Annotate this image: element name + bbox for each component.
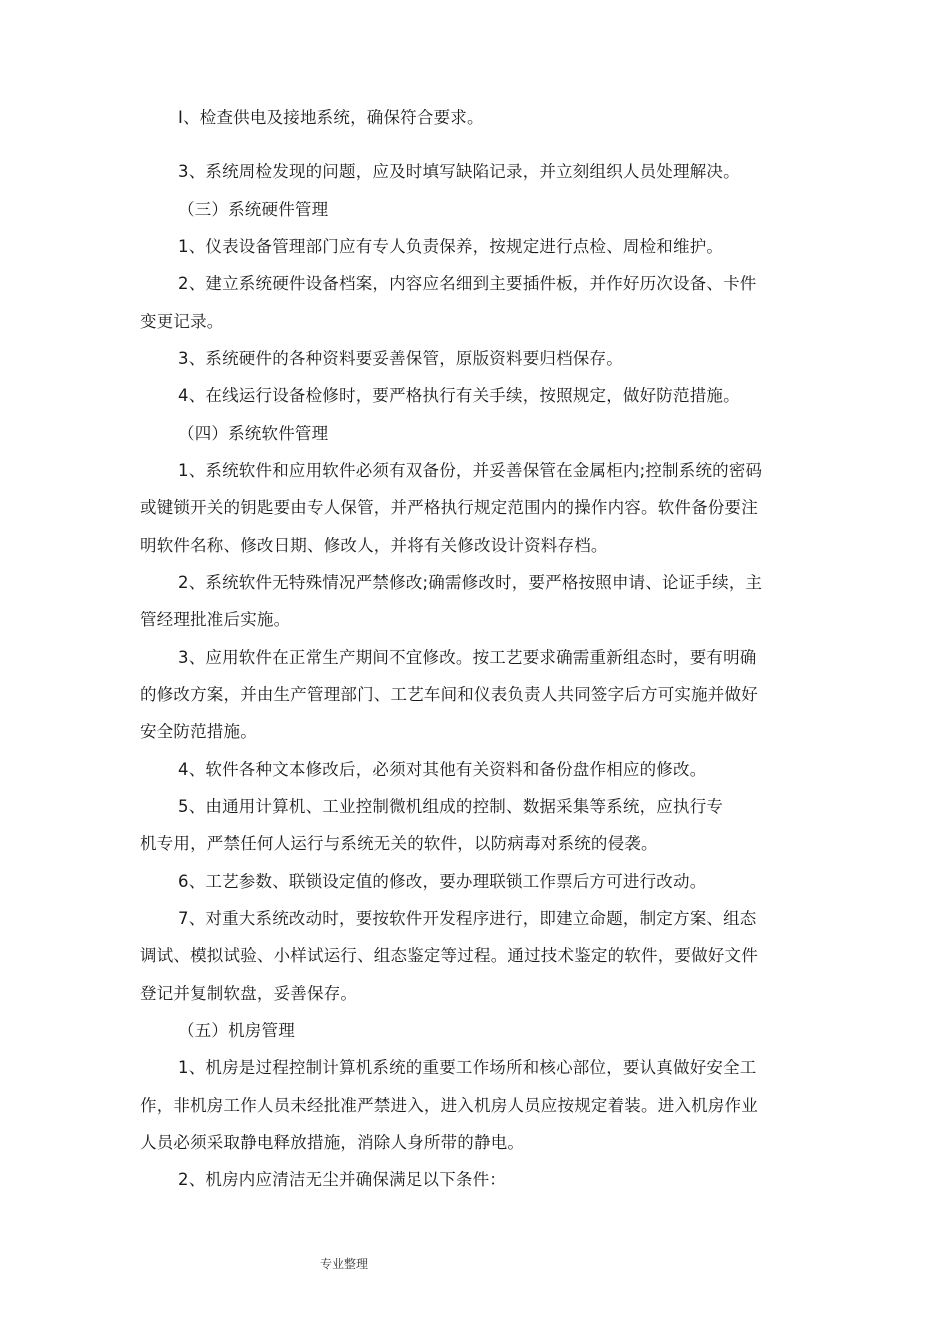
text-line-13: 2、系统软件无特殊情况严禁修改;确需修改时，要严格按照申请、论证手续，主 bbox=[178, 573, 763, 592]
text-line-22: 7、对重大系统改动时，要按软件开发程序进行，即建立命题，制定方案、组态 bbox=[178, 909, 757, 928]
text-line-23: 调试、模拟试验、小样试运行、组态鉴定等过程。通过技术鉴定的软件，要做好文件 bbox=[140, 946, 758, 965]
text-line-26: 1、机房是过程控制计算机系统的重要工作场所和核心部位，要认真做好安全工 bbox=[178, 1058, 757, 1077]
section-heading-3: （三）系统硬件管理 bbox=[178, 200, 329, 219]
text-line-10: 1、系统软件和应用软件必须有双备份，并妥善保管在金属柜内;控制系统的密码 bbox=[178, 461, 763, 480]
section-heading-4: （四）系统软件管理 bbox=[178, 424, 329, 443]
text-line-14: 管经理批准后实施。 bbox=[140, 610, 291, 629]
text-line-18: 4、软件各种文本修改后，必须对其他有关资料和备份盘作相应的修改。 bbox=[178, 760, 707, 779]
text-line-19: 5、由通用计算机、工业控制微机组成的控制、数据采集等系统，应执行专 bbox=[178, 797, 724, 816]
text-line-16: 的修改方案，并由生产管理部门、工艺车间和仪表负责人共同签字后方可实施并做好 bbox=[140, 685, 758, 704]
page-footer: 专业整理 bbox=[320, 1257, 369, 1271]
text-line-29: 2、机房内应清洁无尘并确保满足以下条件： bbox=[178, 1170, 506, 1189]
text-line-28: 人员必须采取静电释放措施，消除人身所带的静电。 bbox=[140, 1133, 525, 1152]
text-line-5: 2、建立系统硬件设备档案，内容应名细到主要插件板，并作好历次设备、卡件 bbox=[178, 274, 757, 293]
section-heading-5: （五）机房管理 bbox=[178, 1021, 295, 1040]
text-line-24: 登记并复制软盘，妥善保存。 bbox=[140, 984, 358, 1003]
text-line-27: 作，非机房工作人员未经批准严禁进入，进入机房人员应按规定着装。进入机房作业 bbox=[140, 1096, 758, 1115]
text-line-15: 3、应用软件在正常生产期间不宜修改。按工艺要求确需重新组态时，要有明确 bbox=[178, 648, 757, 667]
text-line-12: 明软件名称、修改日期、修改人，并将有关修改设计资料存档。 bbox=[140, 536, 608, 555]
text-line-17: 安全防范措施。 bbox=[140, 722, 257, 741]
text-line-4: 1、仪表设备管理部门应有专人负责保养，按规定进行点检、周检和维护。 bbox=[178, 237, 724, 256]
text-line-1: I、检查供电及接地系统，确保符合要求。 bbox=[178, 108, 484, 127]
text-line-6: 变更记录。 bbox=[140, 312, 224, 331]
text-line-7: 3、系统硬件的各种资料要妥善保管，原版资料要归档保存。 bbox=[178, 349, 623, 368]
text-line-8: 4、在线运行设备检修时，要严格执行有关手续，按照规定，做好防范措施。 bbox=[178, 386, 740, 405]
text-line-20: 机专用，严禁任何人运行与系统无关的软件，以防病毒对系统的侵袭。 bbox=[140, 834, 658, 853]
text-line-2: 3、系统周检发现的问题，应及时填写缺陷记录，并立刻组织人员处理解决。 bbox=[178, 162, 740, 181]
text-line-21: 6、工艺参数、联锁设定值的修改，要办理联锁工作票后方可进行改动。 bbox=[178, 872, 707, 891]
text-line-11: 或键锁开关的钥匙要由专人保管，并严格执行规定范围内的操作内容。软件备份要注 bbox=[140, 498, 758, 517]
